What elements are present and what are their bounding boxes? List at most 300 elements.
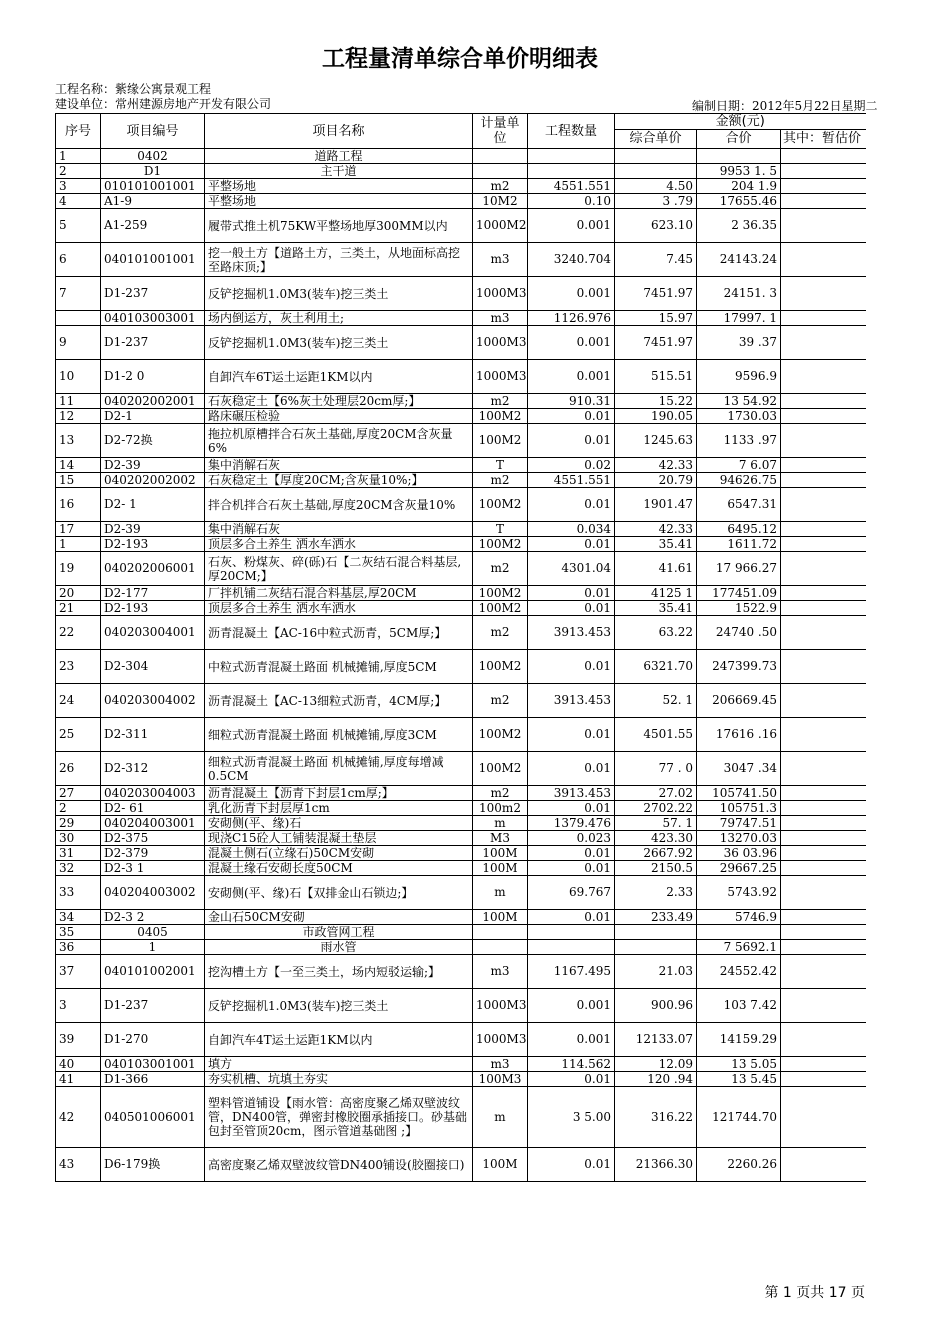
cell-unit: 1000M3 xyxy=(473,360,528,394)
table-row xyxy=(56,831,866,846)
table-row xyxy=(56,394,866,409)
cell-code: D2-311 xyxy=(101,718,205,752)
cell-unit-price: 3 .79 xyxy=(615,194,697,209)
cell-total: 39 .37 xyxy=(697,326,781,360)
cell-total: 24740 .50 xyxy=(697,616,781,650)
cell-total: 206669.45 xyxy=(697,684,781,718)
cell-qty: 4301.04 xyxy=(528,552,615,586)
table-row xyxy=(56,718,866,752)
cell-total: 24552.42 xyxy=(697,955,781,989)
cell-unit-price: 1245.63 xyxy=(615,424,697,458)
cell-unit-price: 4125 1 xyxy=(615,586,697,601)
cell-total: 29667.25 xyxy=(697,861,781,876)
cell-provisional xyxy=(781,650,866,684)
header-qty: 工程数量 xyxy=(528,114,615,149)
table-row xyxy=(56,243,866,277)
cell-name: 集中消解石灰 xyxy=(205,522,473,537)
cell-unit-price: 15.97 xyxy=(615,311,697,326)
cell-provisional xyxy=(781,552,866,586)
cell-unit: 1000M3 xyxy=(473,1023,528,1057)
cell-provisional xyxy=(781,1023,866,1057)
cell-provisional xyxy=(781,1148,866,1182)
cell-code: D1-237 xyxy=(101,277,205,311)
cell-total: 105741.50 xyxy=(697,786,781,801)
cell-provisional xyxy=(781,394,866,409)
cell-seq: 16 xyxy=(56,488,101,522)
cell-unit-price: 21366.30 xyxy=(615,1148,697,1182)
cell-provisional xyxy=(781,786,866,801)
cell-name: 安砌侧(平、缘)石 xyxy=(205,816,473,831)
cell-code: D1 xyxy=(101,164,205,179)
cell-unit: m2 xyxy=(473,552,528,586)
table-row xyxy=(56,194,866,209)
cell-unit-price: 4501.55 xyxy=(615,718,697,752)
cell-unit: 100M2 xyxy=(473,537,528,552)
table-row xyxy=(56,488,866,522)
cell-name: 顶层多合土养生 洒水车洒水 xyxy=(205,537,473,552)
cell-unit xyxy=(473,164,528,179)
cell-unit: 100M xyxy=(473,1148,528,1182)
cell-unit-price: 21.03 xyxy=(615,955,697,989)
cell-qty: 0.01 xyxy=(528,1072,615,1087)
cell-qty: 0.001 xyxy=(528,1023,615,1057)
cell-total: 24151. 3 xyxy=(697,277,781,311)
cell-total: 13 54.92 xyxy=(697,394,781,409)
cell-unit: 1000M3 xyxy=(473,277,528,311)
cell-unit-price: 12.09 xyxy=(615,1057,697,1072)
table-row xyxy=(56,552,866,586)
cell-code: A1-259 xyxy=(101,209,205,243)
cell-unit: 1000M3 xyxy=(473,989,528,1023)
cell-qty: 3240.704 xyxy=(528,243,615,277)
cell-provisional xyxy=(781,586,866,601)
cell-code: 040101002001 xyxy=(101,955,205,989)
cell-name: 挖沟槽土方【一至三类土，场内短驳运输;】 xyxy=(205,955,473,989)
cell-code: D2-193 xyxy=(101,601,205,616)
cell-unit: 100M xyxy=(473,910,528,925)
cell-name: 石灰、粉煤灰、碎(砾)石【二灰结石混合料基层,厚20CM;】 xyxy=(205,552,473,586)
cell-total: 5746.9 xyxy=(697,910,781,925)
cell-unit-price: 42.33 xyxy=(615,458,697,473)
table-row xyxy=(56,277,866,311)
cell-code: D2-312 xyxy=(101,752,205,786)
cell-unit xyxy=(473,149,528,164)
header-name: 项目名称 xyxy=(205,114,473,149)
cell-unit: m2 xyxy=(473,786,528,801)
cell-qty: 0.01 xyxy=(528,861,615,876)
builder-name: 建设单位：常州建源房地产开发有限公司 xyxy=(55,97,272,111)
cell-qty: 0.01 xyxy=(528,650,615,684)
header-unit: 计量单位 xyxy=(473,114,528,149)
cell-seq: 1 xyxy=(56,537,101,552)
cell-code: D2-1 xyxy=(101,409,205,424)
cell-qty xyxy=(528,925,615,940)
cell-seq: 34 xyxy=(56,910,101,925)
table-row xyxy=(56,684,866,718)
cell-unit-price: 7.45 xyxy=(615,243,697,277)
table-row xyxy=(56,910,866,925)
cell-seq: 7 xyxy=(56,277,101,311)
cell-total: 13 5.45 xyxy=(697,1072,781,1087)
cell-seq: 22 xyxy=(56,616,101,650)
cell-name: 沥青混凝土【AC-16中粒式沥青，5CM厚;】 xyxy=(205,616,473,650)
cell-total: 9953 1. 5 xyxy=(697,164,781,179)
cell-code: D2-72换 xyxy=(101,424,205,458)
cell-name: 路床碾压检验 xyxy=(205,409,473,424)
cell-code: 040204003001 xyxy=(101,816,205,831)
cell-unit: 100M2 xyxy=(473,424,528,458)
cell-name: 平整场地 xyxy=(205,194,473,209)
cell-unit-price xyxy=(615,925,697,940)
cell-name: 高密度聚乙烯双壁波纹管DN400铺设(胶圈接口) xyxy=(205,1148,473,1182)
cell-name: 挖一般土方【道路土方，三类土，从地面标高挖至路床顶;】 xyxy=(205,243,473,277)
cell-qty: 0.01 xyxy=(528,488,615,522)
cell-unit: 100M2 xyxy=(473,718,528,752)
cell-qty: 910.31 xyxy=(528,394,615,409)
cell-qty: 0.01 xyxy=(528,752,615,786)
cell-name: 细粒式沥青混凝土路面 机械摊铺,厚度每增减0.5CM xyxy=(205,752,473,786)
cell-provisional xyxy=(781,164,866,179)
cell-seq: 43 xyxy=(56,1148,101,1182)
cell-unit: 100M xyxy=(473,861,528,876)
header-row xyxy=(56,114,866,130)
cell-name: 自卸汽车4T运土运距1KM以内 xyxy=(205,1023,473,1057)
cell-unit: 100M xyxy=(473,846,528,861)
cell-qty: 0.001 xyxy=(528,209,615,243)
cell-name: 塑料管道铺设【雨水管：高密度聚乙烯双壁波纹管，DN400管，弹密封橡胶圈承插接口。砂基础包封至管顶20cm，图示管道基础图 ;】 xyxy=(205,1087,473,1148)
cell-seq: 2 xyxy=(56,801,101,816)
cell-total: 17997. 1 xyxy=(697,311,781,326)
cell-code: 040203004002 xyxy=(101,684,205,718)
cell-code: D1-366 xyxy=(101,1072,205,1087)
table-row xyxy=(56,164,866,179)
cell-total: 6495.12 xyxy=(697,522,781,537)
cell-seq: 15 xyxy=(56,473,101,488)
cell-name: 混凝土侧石(立缘石)50CM安砌 xyxy=(205,846,473,861)
cell-total: 13270.03 xyxy=(697,831,781,846)
table-row xyxy=(56,1148,866,1182)
cell-code: A1-9 xyxy=(101,194,205,209)
cell-name: 集中消解石灰 xyxy=(205,458,473,473)
cell-provisional xyxy=(781,684,866,718)
cell-unit: m3 xyxy=(473,243,528,277)
compile-date: 编制日期：2012年5月22日星期二 xyxy=(692,99,878,113)
header-total: 合价 xyxy=(697,129,781,148)
cell-code: D2-39 xyxy=(101,458,205,473)
cell-code: 0405 xyxy=(101,925,205,940)
page-footer: 第 1 页共 17 页 xyxy=(764,1285,865,1301)
cell-unit: 1000M2 xyxy=(473,209,528,243)
cell-provisional xyxy=(781,801,866,816)
cell-name: 拖拉机原槽拌合石灰土基础,厚度20CM含灰量6% xyxy=(205,424,473,458)
cell-total: 2260.26 xyxy=(697,1148,781,1182)
cell-total: 6547.31 xyxy=(697,488,781,522)
table-row xyxy=(56,1072,866,1087)
cell-unit: m2 xyxy=(473,616,528,650)
cell-unit xyxy=(473,940,528,955)
cell-total: 36 03.96 xyxy=(697,846,781,861)
cell-unit: m xyxy=(473,816,528,831)
cell-code: D2-193 xyxy=(101,537,205,552)
cell-total: 121744.70 xyxy=(697,1087,781,1148)
cell-name: 自卸汽车6T运土运距1KM以内 xyxy=(205,360,473,394)
cell-provisional xyxy=(781,925,866,940)
cell-name: 安砌侧(平、缘)石【双排金山石锁边;】 xyxy=(205,876,473,910)
cell-unit: T xyxy=(473,458,528,473)
cell-seq: 3 xyxy=(56,989,101,1023)
table-row xyxy=(56,786,866,801)
cell-unit-price: 12133.07 xyxy=(615,1023,697,1057)
cell-code: D2-177 xyxy=(101,586,205,601)
cell-provisional xyxy=(781,360,866,394)
cell-qty: 1379.476 xyxy=(528,816,615,831)
cell-name: 反铲挖掘机1.0M3(装车)挖三类土 xyxy=(205,989,473,1023)
cell-provisional xyxy=(781,910,866,925)
cell-unit: 100M2 xyxy=(473,601,528,616)
cell-unit-price: 52. 1 xyxy=(615,684,697,718)
cell-qty: 0.01 xyxy=(528,801,615,816)
cell-provisional xyxy=(781,209,866,243)
cell-unit-price: 2.33 xyxy=(615,876,697,910)
cell-unit-price: 233.49 xyxy=(615,910,697,925)
cell-code: 040103001001 xyxy=(101,1057,205,1072)
cell-total: 1730.03 xyxy=(697,409,781,424)
cell-unit: 100M2 xyxy=(473,650,528,684)
cell-unit-price: 77 . 0 xyxy=(615,752,697,786)
cell-seq: 10 xyxy=(56,360,101,394)
cell-seq: 32 xyxy=(56,861,101,876)
cell-unit: 100m2 xyxy=(473,801,528,816)
table-row xyxy=(56,1057,866,1072)
cell-unit-price: 42.33 xyxy=(615,522,697,537)
cell-seq: 9 xyxy=(56,326,101,360)
bill-of-quantities-table xyxy=(55,113,866,1182)
cell-code: D2- 61 xyxy=(101,801,205,816)
cell-unit: 100M2 xyxy=(473,752,528,786)
cell-unit: M3 xyxy=(473,831,528,846)
cell-seq: 36 xyxy=(56,940,101,955)
table-row xyxy=(56,326,866,360)
cell-seq: 2 xyxy=(56,164,101,179)
cell-qty: 4551.551 xyxy=(528,179,615,194)
cell-name: 细粒式沥青混凝土路面 机械摊铺,厚度3CM xyxy=(205,718,473,752)
table-row xyxy=(56,360,866,394)
cell-provisional xyxy=(781,752,866,786)
cell-code: D2-379 xyxy=(101,846,205,861)
table-row xyxy=(56,1087,866,1148)
table-row xyxy=(56,846,866,861)
cell-unit: 100M2 xyxy=(473,488,528,522)
table-row xyxy=(56,989,866,1023)
cell-unit-price: 623.10 xyxy=(615,209,697,243)
cell-total: 94626.75 xyxy=(697,473,781,488)
cell-seq: 41 xyxy=(56,1072,101,1087)
cell-seq: 27 xyxy=(56,786,101,801)
cell-total xyxy=(697,925,781,940)
table-row xyxy=(56,311,866,326)
cell-seq: 19 xyxy=(56,552,101,586)
cell-name: 金山石50CM安砌 xyxy=(205,910,473,925)
cell-qty: 0.034 xyxy=(528,522,615,537)
cell-provisional xyxy=(781,718,866,752)
cell-name: 市政管网工程 xyxy=(205,925,473,940)
cell-seq: 17 xyxy=(56,522,101,537)
cell-unit: m2 xyxy=(473,394,528,409)
cell-unit: m xyxy=(473,1087,528,1148)
table-row xyxy=(56,801,866,816)
cell-total: 105751.3 xyxy=(697,801,781,816)
cell-provisional xyxy=(781,876,866,910)
cell-name: 反铲挖掘机1.0M3(装车)挖三类土 xyxy=(205,326,473,360)
cell-name: 反铲挖掘机1.0M3(装车)挖三类土 xyxy=(205,277,473,311)
cell-name: 现浇C15砼人工铺装混凝土垫层 xyxy=(205,831,473,846)
cell-qty xyxy=(528,149,615,164)
cell-provisional xyxy=(781,816,866,831)
cell-unit-price xyxy=(615,940,697,955)
cell-seq: 40 xyxy=(56,1057,101,1072)
cell-qty: 0.01 xyxy=(528,586,615,601)
cell-provisional xyxy=(781,424,866,458)
cell-code: 040202006001 xyxy=(101,552,205,586)
cell-unit-price: 515.51 xyxy=(615,360,697,394)
cell-provisional xyxy=(781,940,866,955)
cell-provisional xyxy=(781,846,866,861)
cell-unit: m2 xyxy=(473,684,528,718)
cell-provisional xyxy=(781,149,866,164)
cell-provisional xyxy=(781,1072,866,1087)
cell-provisional xyxy=(781,861,866,876)
cell-name: 履带式推土机75KW平整场地厚300MM以内 xyxy=(205,209,473,243)
cell-unit-price: 20.79 xyxy=(615,473,697,488)
cell-qty: 0.001 xyxy=(528,989,615,1023)
cell-unit-price: 6321.70 xyxy=(615,650,697,684)
table-row xyxy=(56,816,866,831)
cell-provisional xyxy=(781,601,866,616)
cell-code: 010101001001 xyxy=(101,179,205,194)
project-name: 工程名称：紫缘公寓景观工程 xyxy=(55,82,212,96)
cell-name: 混凝土缘石安砌长度50CM xyxy=(205,861,473,876)
cell-provisional xyxy=(781,537,866,552)
cell-total: 247399.73 xyxy=(697,650,781,684)
cell-seq: 30 xyxy=(56,831,101,846)
cell-name: 道路工程 xyxy=(205,149,473,164)
cell-total: 17655.46 xyxy=(697,194,781,209)
cell-provisional xyxy=(781,522,866,537)
cell-code: 040501006001 xyxy=(101,1087,205,1148)
cell-seq: 35 xyxy=(56,925,101,940)
table-row xyxy=(56,209,866,243)
cell-unit-price: 35.41 xyxy=(615,537,697,552)
cell-qty: 3 5.00 xyxy=(528,1087,615,1148)
table-row xyxy=(56,458,866,473)
table-row xyxy=(56,522,866,537)
cell-code: 040202002002 xyxy=(101,473,205,488)
cell-unit-price xyxy=(615,164,697,179)
header-amount: 金额(元) xyxy=(615,114,866,130)
cell-total: 103 7.42 xyxy=(697,989,781,1023)
cell-name: 厂拌机铺二灰结石混合料基层,厚20CM xyxy=(205,586,473,601)
cell-code: D6-179换 xyxy=(101,1148,205,1182)
cell-seq: 31 xyxy=(56,846,101,861)
cell-provisional xyxy=(781,409,866,424)
cell-provisional xyxy=(781,1057,866,1072)
cell-seq: 4 xyxy=(56,194,101,209)
cell-unit-price: 41.61 xyxy=(615,552,697,586)
cell-code: D2-3 2 xyxy=(101,910,205,925)
cell-unit: m3 xyxy=(473,311,528,326)
cell-qty xyxy=(528,940,615,955)
cell-seq: 3 xyxy=(56,179,101,194)
cell-seq: 29 xyxy=(56,816,101,831)
cell-seq xyxy=(56,311,101,326)
table-row xyxy=(56,925,866,940)
cell-code: D2-304 xyxy=(101,650,205,684)
cell-seq: 33 xyxy=(56,876,101,910)
cell-code: 040103003001 xyxy=(101,311,205,326)
cell-qty: 114.562 xyxy=(528,1057,615,1072)
cell-seq: 25 xyxy=(56,718,101,752)
cell-code: 0402 xyxy=(101,149,205,164)
cell-qty: 0.01 xyxy=(528,424,615,458)
cell-provisional xyxy=(781,243,866,277)
table-row xyxy=(56,473,866,488)
cell-unit: m3 xyxy=(473,1057,528,1072)
table-row xyxy=(56,616,866,650)
cell-qty: 1167.495 xyxy=(528,955,615,989)
cell-qty: 0.001 xyxy=(528,360,615,394)
cell-total: 1522.9 xyxy=(697,601,781,616)
cell-qty: 0.01 xyxy=(528,409,615,424)
cell-seq: 13 xyxy=(56,424,101,458)
cell-code: D1-2 0 xyxy=(101,360,205,394)
table-row xyxy=(56,586,866,601)
cell-name: 雨水管 xyxy=(205,940,473,955)
cell-name: 沥青混凝土【沥青下封层1cm厚;】 xyxy=(205,786,473,801)
cell-seq: 24 xyxy=(56,684,101,718)
cell-unit-price: 2702.22 xyxy=(615,801,697,816)
cell-provisional xyxy=(781,955,866,989)
cell-total: 177451.09 xyxy=(697,586,781,601)
cell-code: D1-237 xyxy=(101,989,205,1023)
table-row xyxy=(56,1023,866,1057)
cell-code: D2- 1 xyxy=(101,488,205,522)
header-code: 项目编号 xyxy=(101,114,205,149)
cell-code: D2-375 xyxy=(101,831,205,846)
cell-qty: 0.01 xyxy=(528,718,615,752)
cell-name: 填方 xyxy=(205,1057,473,1072)
cell-code: 1 xyxy=(101,940,205,955)
cell-total xyxy=(697,149,781,164)
cell-total: 5743.92 xyxy=(697,876,781,910)
cell-unit-price: 2667.92 xyxy=(615,846,697,861)
header-seq: 序号 xyxy=(56,114,101,149)
cell-total: 17616 .16 xyxy=(697,718,781,752)
cell-seq: 23 xyxy=(56,650,101,684)
cell-unit-price: 2150.5 xyxy=(615,861,697,876)
cell-code: D1-237 xyxy=(101,326,205,360)
cell-provisional xyxy=(781,616,866,650)
cell-total: 79747.51 xyxy=(697,816,781,831)
cell-qty: 3913.453 xyxy=(528,616,615,650)
cell-qty: 0.01 xyxy=(528,1148,615,1182)
cell-unit xyxy=(473,925,528,940)
cell-provisional xyxy=(781,488,866,522)
cell-unit-price: 57. 1 xyxy=(615,816,697,831)
cell-name: 主干道 xyxy=(205,164,473,179)
cell-total: 14159.29 xyxy=(697,1023,781,1057)
cell-total: 204 1.9 xyxy=(697,179,781,194)
cell-unit-price: 423.30 xyxy=(615,831,697,846)
